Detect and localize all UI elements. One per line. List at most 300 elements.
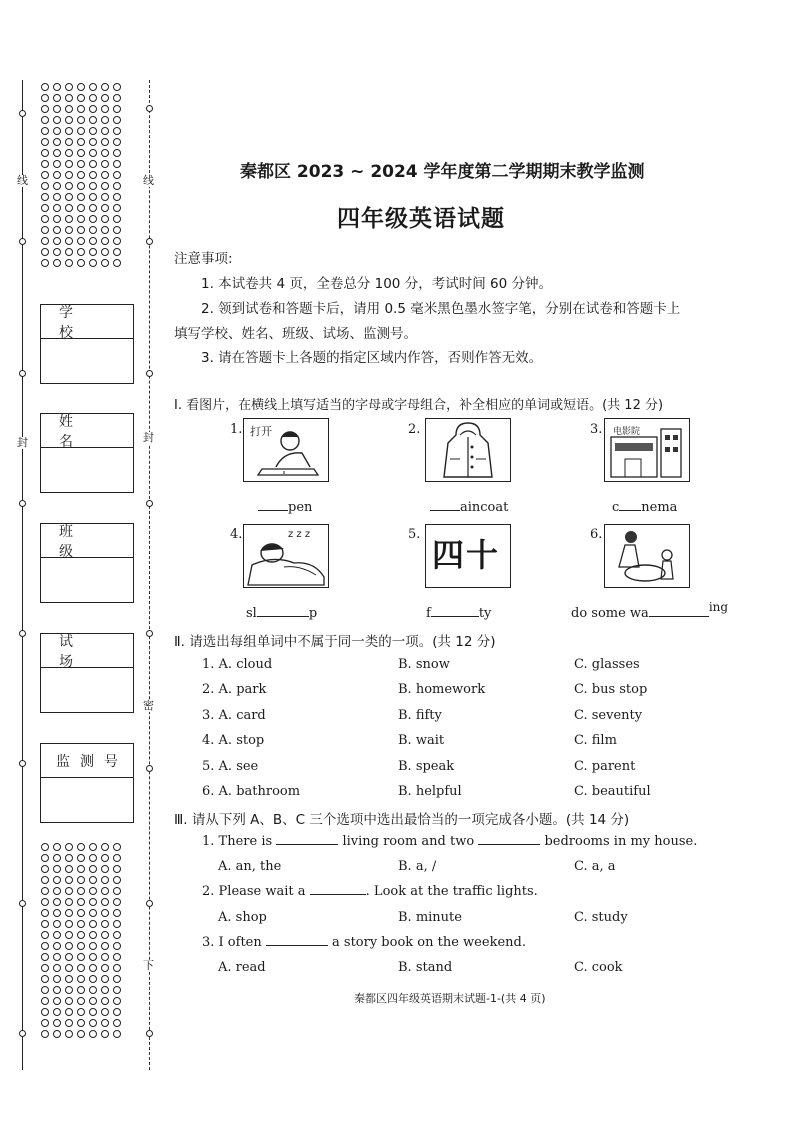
picture-caption: z z z <box>288 529 311 540</box>
binding-hole <box>65 986 73 994</box>
binding-hole <box>53 986 61 994</box>
binding-hole <box>77 986 85 994</box>
binding-hole <box>65 116 73 124</box>
binding-hole <box>65 964 73 972</box>
binding-hole <box>89 116 97 124</box>
binding-hole <box>77 898 85 906</box>
binding-hole <box>113 887 121 895</box>
binding-label: 线 <box>143 174 154 187</box>
option-b[interactable]: B. a, / <box>398 859 437 874</box>
option-a[interactable]: A. an, the <box>218 859 282 874</box>
binding-hole <box>41 953 49 961</box>
option-b[interactable]: B. homework <box>398 682 486 697</box>
sleeping-child-icon <box>244 525 328 587</box>
picture-caption: 电影院 <box>613 427 641 437</box>
binding-hole <box>101 226 109 234</box>
exam-title: 秦都区 2023 ~ 2024 学年度第二学期期末教学监测 <box>240 162 645 182</box>
binding-hole <box>65 94 73 102</box>
option-a[interactable]: 6. A. bathroom <box>202 784 301 799</box>
binding-hole <box>53 160 61 168</box>
class-field[interactable] <box>40 523 134 603</box>
binding-hole <box>89 237 97 245</box>
option-b[interactable]: B. snow <box>398 657 450 672</box>
option-c[interactable]: C. bus stop <box>574 682 648 697</box>
binding-hole <box>113 854 121 862</box>
binding-hole <box>77 171 85 179</box>
binding-hole <box>65 193 73 201</box>
binding-hole <box>113 149 121 157</box>
binding-hole <box>89 964 97 972</box>
binding-hole <box>113 964 121 972</box>
binding-hole <box>89 854 97 862</box>
binding-hole <box>65 854 73 862</box>
binding-hole <box>41 920 49 928</box>
binding-hole <box>89 887 97 895</box>
binding-hole <box>65 876 73 884</box>
binding-hole <box>77 909 85 917</box>
binding-hole <box>65 204 73 212</box>
binding-hole <box>77 887 85 895</box>
binding-line-right <box>149 80 150 1070</box>
binding-hole <box>101 876 109 884</box>
binding-hole <box>53 898 61 906</box>
binding-hole <box>77 116 85 124</box>
ring-marker <box>19 370 26 377</box>
dot-grid-top <box>41 83 125 270</box>
binding-hole <box>41 1008 49 1016</box>
binding-hole <box>89 182 97 190</box>
notes-item: 填写学校、姓名、班级、试场、监测号。 <box>174 326 417 342</box>
binding-hole <box>113 237 121 245</box>
binding-hole <box>65 975 73 983</box>
picture-cinema <box>604 418 690 482</box>
option-b[interactable]: B. helpful <box>398 784 462 799</box>
binding-hole <box>113 193 121 201</box>
item-number: 1. <box>230 422 243 437</box>
binding-hole <box>53 953 61 961</box>
answer-blank[interactable] <box>276 844 338 845</box>
binding-hole <box>65 865 73 873</box>
option-c[interactable]: C. seventy <box>574 708 643 723</box>
binding-hole <box>77 138 85 146</box>
binding-hole <box>53 171 61 179</box>
binding-hole <box>101 964 109 972</box>
binding-hole <box>41 975 49 983</box>
binding-hole <box>89 204 97 212</box>
binding-hole <box>41 215 49 223</box>
binding-hole <box>41 127 49 135</box>
binding-hole <box>41 83 49 91</box>
binding-hole <box>53 887 61 895</box>
binding-hole <box>101 1019 109 1027</box>
binding-hole <box>101 898 109 906</box>
school-field[interactable] <box>40 304 134 384</box>
binding-hole <box>101 953 109 961</box>
binding-hole <box>89 248 97 256</box>
binding-hole <box>89 171 97 179</box>
binding-hole <box>77 226 85 234</box>
fill-blank-6 <box>571 600 729 621</box>
ring-marker <box>19 500 26 507</box>
binding-hole <box>41 876 49 884</box>
binding-hole <box>65 887 73 895</box>
binding-hole <box>101 1008 109 1016</box>
option-a[interactable]: A. read <box>218 960 266 975</box>
binding-hole <box>41 171 49 179</box>
binding-hole <box>65 1019 73 1027</box>
binding-hole <box>77 149 85 157</box>
binding-hole <box>65 160 73 168</box>
binding-hole <box>89 1019 97 1027</box>
answer-blank[interactable] <box>310 894 366 895</box>
binding-hole <box>65 149 73 157</box>
binding-hole <box>101 843 109 851</box>
binding-hole <box>41 160 49 168</box>
question-text: 2. Please wait a <box>202 884 306 899</box>
fill-blank-4 <box>246 606 317 621</box>
binding-hole <box>65 237 73 245</box>
binding-hole <box>41 887 49 895</box>
ring-marker <box>19 238 26 245</box>
binding-hole <box>65 215 73 223</box>
binding-hole <box>41 204 49 212</box>
binding-hole <box>53 1019 61 1027</box>
option-c[interactable]: C. beautiful <box>574 784 651 799</box>
option-c[interactable]: C. parent <box>574 759 636 774</box>
binding-hole <box>113 215 121 223</box>
binding-hole <box>65 997 73 1005</box>
binding-hole <box>65 942 73 950</box>
binding-hole <box>89 94 97 102</box>
binding-hole <box>101 931 109 939</box>
field-label: 姓名 <box>41 414 133 448</box>
binding-hole <box>53 215 61 223</box>
binding-hole <box>113 931 121 939</box>
answer-blank[interactable] <box>258 510 288 511</box>
binding-hole <box>101 127 109 135</box>
word-part: c <box>612 500 620 515</box>
picture-washing <box>604 524 690 588</box>
option-a[interactable]: A. shop <box>218 910 267 925</box>
binding-hole <box>41 259 49 267</box>
option-b[interactable]: B. wait <box>398 733 445 748</box>
field-blank[interactable] <box>41 448 133 492</box>
binding-hole <box>53 83 61 91</box>
binding-hole <box>53 909 61 917</box>
binding-hole <box>101 116 109 124</box>
option-c[interactable]: C. film <box>574 733 617 748</box>
binding-hole <box>113 898 121 906</box>
binding-hole <box>101 237 109 245</box>
binding-hole <box>101 138 109 146</box>
binding-hole <box>89 909 97 917</box>
binding-hole <box>41 997 49 1005</box>
binding-hole <box>113 160 121 168</box>
binding-hole <box>77 931 85 939</box>
binding-label: 封 <box>143 431 154 444</box>
word-part: p <box>308 606 318 621</box>
binding-hole <box>77 83 85 91</box>
picture-writing-boy <box>243 418 329 482</box>
binding-hole <box>101 171 109 179</box>
binding-hole <box>113 865 121 873</box>
binding-hole <box>113 94 121 102</box>
binding-hole <box>89 215 97 223</box>
binding-hole <box>41 116 49 124</box>
binding-hole <box>41 248 49 256</box>
word-part: f <box>426 606 431 621</box>
binding-hole <box>113 248 121 256</box>
binding-hole <box>77 964 85 972</box>
binding-hole <box>53 1030 61 1038</box>
ring-marker <box>146 765 153 772</box>
option-c[interactable]: C. study <box>574 910 628 925</box>
question-text: 1. There is <box>202 834 273 849</box>
exam-subtitle: 四年级英语试题 <box>337 206 505 232</box>
binding-hole <box>113 1019 121 1027</box>
binding-hole <box>113 171 121 179</box>
binding-hole <box>53 127 61 135</box>
ring-marker <box>19 1030 26 1037</box>
binding-hole <box>41 193 49 201</box>
question-2 <box>202 884 538 899</box>
binding-hole <box>65 909 73 917</box>
binding-hole <box>113 182 121 190</box>
binding-hole <box>53 94 61 102</box>
binding-hole <box>65 843 73 851</box>
binding-hole <box>53 964 61 972</box>
binding-hole <box>41 182 49 190</box>
option-a[interactable]: 3. A. card <box>202 708 266 723</box>
ring-marker <box>146 1030 153 1037</box>
binding-hole <box>89 149 97 157</box>
notes-item: 2. 领到试卷和答题卡后，请用 0.5 毫米黑色墨水签字笔，分别在试卷和答题卡上 <box>201 301 681 317</box>
binding-hole <box>77 204 85 212</box>
section2-heading: Ⅱ. 请选出每组单词中不属于同一类的一项。(共 12 分) <box>174 634 496 650</box>
binding-hole <box>53 931 61 939</box>
ring-marker <box>146 500 153 507</box>
binding-hole <box>113 1030 121 1038</box>
binding-hole <box>77 876 85 884</box>
question-text: living room and two <box>342 834 475 849</box>
option-b[interactable]: B. fifty <box>398 708 442 723</box>
answer-blank[interactable] <box>619 510 641 511</box>
binding-hole <box>101 204 109 212</box>
binding-hole <box>101 1030 109 1038</box>
field-label: 监测号 <box>41 744 133 778</box>
binding-hole <box>53 116 61 124</box>
question-text: bedrooms in my house. <box>544 834 698 849</box>
binding-hole <box>65 259 73 267</box>
picture-raincoat <box>425 418 511 482</box>
binding-hole <box>89 127 97 135</box>
option-c[interactable]: C. cook <box>574 960 623 975</box>
binding-label: 密 <box>143 699 154 712</box>
ring-marker <box>146 900 153 907</box>
field-blank[interactable] <box>41 778 133 822</box>
answer-blank[interactable] <box>266 945 328 946</box>
binding-hole <box>77 920 85 928</box>
binding-hole <box>89 193 97 201</box>
binding-label: 线 <box>17 174 28 187</box>
question-1 <box>202 834 697 849</box>
binding-hole <box>89 1030 97 1038</box>
binding-hole <box>53 226 61 234</box>
binding-hole <box>113 127 121 135</box>
binding-hole <box>77 854 85 862</box>
binding-hole <box>77 215 85 223</box>
item-number: 6. <box>590 527 603 542</box>
word-part: ing <box>708 600 729 614</box>
binding-hole <box>41 931 49 939</box>
question-text: 3. I often <box>202 935 262 950</box>
name-field[interactable] <box>40 413 134 493</box>
binding-hole <box>77 182 85 190</box>
binding-hole <box>41 898 49 906</box>
binding-hole <box>41 854 49 862</box>
binding-hole <box>89 83 97 91</box>
binding-hole <box>77 259 85 267</box>
binding-hole <box>77 1008 85 1016</box>
binding-hole <box>101 909 109 917</box>
binding-hole <box>53 975 61 983</box>
binding-hole <box>101 854 109 862</box>
word-part: sl <box>246 606 257 621</box>
binding-hole <box>77 975 85 983</box>
binding-hole <box>113 116 121 124</box>
binding-hole <box>101 193 109 201</box>
binding-hole <box>77 953 85 961</box>
binding-hole <box>41 865 49 873</box>
binding-hole <box>101 975 109 983</box>
fill-blank-3 <box>612 500 677 515</box>
binding-hole <box>113 920 121 928</box>
binding-hole <box>41 986 49 994</box>
option-c[interactable]: C. glasses <box>574 657 640 672</box>
answer-blank[interactable] <box>649 616 709 617</box>
notes-item: 1. 本试卷共 4 页，全卷总分 100 分，考试时间 60 分钟。 <box>201 276 552 292</box>
binding-hole <box>77 248 85 256</box>
binding-hole <box>65 83 73 91</box>
binding-hole <box>77 1030 85 1038</box>
binding-hole <box>53 876 61 884</box>
item-number: 2. <box>408 422 421 437</box>
binding-hole <box>41 843 49 851</box>
binding-hole <box>89 259 97 267</box>
binding-hole <box>41 226 49 234</box>
binding-hole <box>41 1030 49 1038</box>
page-footer: 秦都区四年级英语期末试题-1-(共 4 页) <box>354 992 546 1005</box>
binding-hole <box>65 105 73 113</box>
notes-item: 3. 请在答题卡上各题的指定区域内作答，否则作答无效。 <box>201 350 543 366</box>
binding-hole <box>101 182 109 190</box>
binding-hole <box>113 105 121 113</box>
binding-hole <box>77 942 85 950</box>
binding-hole <box>113 259 121 267</box>
option-a[interactable]: 2. A. park <box>202 682 267 697</box>
answer-blank[interactable] <box>430 510 460 511</box>
binding-hole <box>65 898 73 906</box>
answer-blank[interactable] <box>257 616 309 617</box>
binding-hole <box>89 986 97 994</box>
binding-hole <box>41 138 49 146</box>
binding-hole <box>65 920 73 928</box>
question-text: . Look at the traffic lights. <box>365 884 538 899</box>
binding-hole <box>41 94 49 102</box>
binding-hole <box>89 105 97 113</box>
word-part: pen <box>288 500 313 515</box>
binding-hole <box>53 843 61 851</box>
binding-hole <box>41 237 49 245</box>
answer-blank[interactable] <box>478 844 540 845</box>
binding-hole <box>89 898 97 906</box>
section1-heading: Ⅰ. 看图片，在横线上填写适当的字母或字母组合，补全相应的单词或短语。(共 12 分) <box>174 398 664 413</box>
binding-hole <box>41 105 49 113</box>
binding-hole <box>77 105 85 113</box>
binding-hole <box>65 1030 73 1038</box>
binding-hole <box>113 138 121 146</box>
option-c[interactable]: C. a, a <box>574 859 616 874</box>
exam-number-field[interactable] <box>40 743 134 823</box>
binding-label: 封 <box>17 436 28 449</box>
exam-room-field[interactable] <box>40 633 134 713</box>
binding-hole <box>89 160 97 168</box>
binding-hole <box>101 215 109 223</box>
field-blank[interactable] <box>41 558 133 602</box>
binding-hole <box>53 193 61 201</box>
question-3 <box>202 935 526 950</box>
binding-hole <box>53 138 61 146</box>
binding-hole <box>101 160 109 168</box>
item-number: 4. <box>230 527 243 542</box>
field-blank[interactable] <box>41 339 133 383</box>
binding-hole <box>89 226 97 234</box>
field-blank[interactable] <box>41 668 133 712</box>
binding-hole <box>53 997 61 1005</box>
option-a[interactable]: 1. A. cloud <box>202 657 273 672</box>
option-b[interactable]: B. stand <box>398 960 453 975</box>
binding-hole <box>77 1019 85 1027</box>
binding-hole <box>77 193 85 201</box>
binding-hole <box>113 986 121 994</box>
option-b[interactable]: B. speak <box>398 759 455 774</box>
option-a[interactable]: 4. A. stop <box>202 733 265 748</box>
item-number: 3. <box>590 422 603 437</box>
picture-caption: 四十 <box>432 536 501 574</box>
binding-hole <box>65 226 73 234</box>
binding-hole <box>65 931 73 939</box>
word-part: ty <box>478 606 492 621</box>
fill-blank-1 <box>258 500 312 515</box>
option-a[interactable]: 5. A. see <box>202 759 259 774</box>
binding-hole <box>89 975 97 983</box>
binding-hole <box>77 94 85 102</box>
answer-blank[interactable] <box>431 616 479 617</box>
fill-blank-2 <box>430 500 508 515</box>
binding-hole <box>77 237 85 245</box>
binding-hole <box>101 248 109 256</box>
binding-hole <box>89 138 97 146</box>
binding-hole <box>65 248 73 256</box>
ring-marker <box>146 630 153 637</box>
binding-hole <box>113 876 121 884</box>
binding-hole <box>65 1008 73 1016</box>
binding-hole <box>65 953 73 961</box>
ring-marker <box>19 760 26 767</box>
binding-hole <box>77 997 85 1005</box>
binding-hole <box>41 909 49 917</box>
option-b[interactable]: B. minute <box>398 910 462 925</box>
